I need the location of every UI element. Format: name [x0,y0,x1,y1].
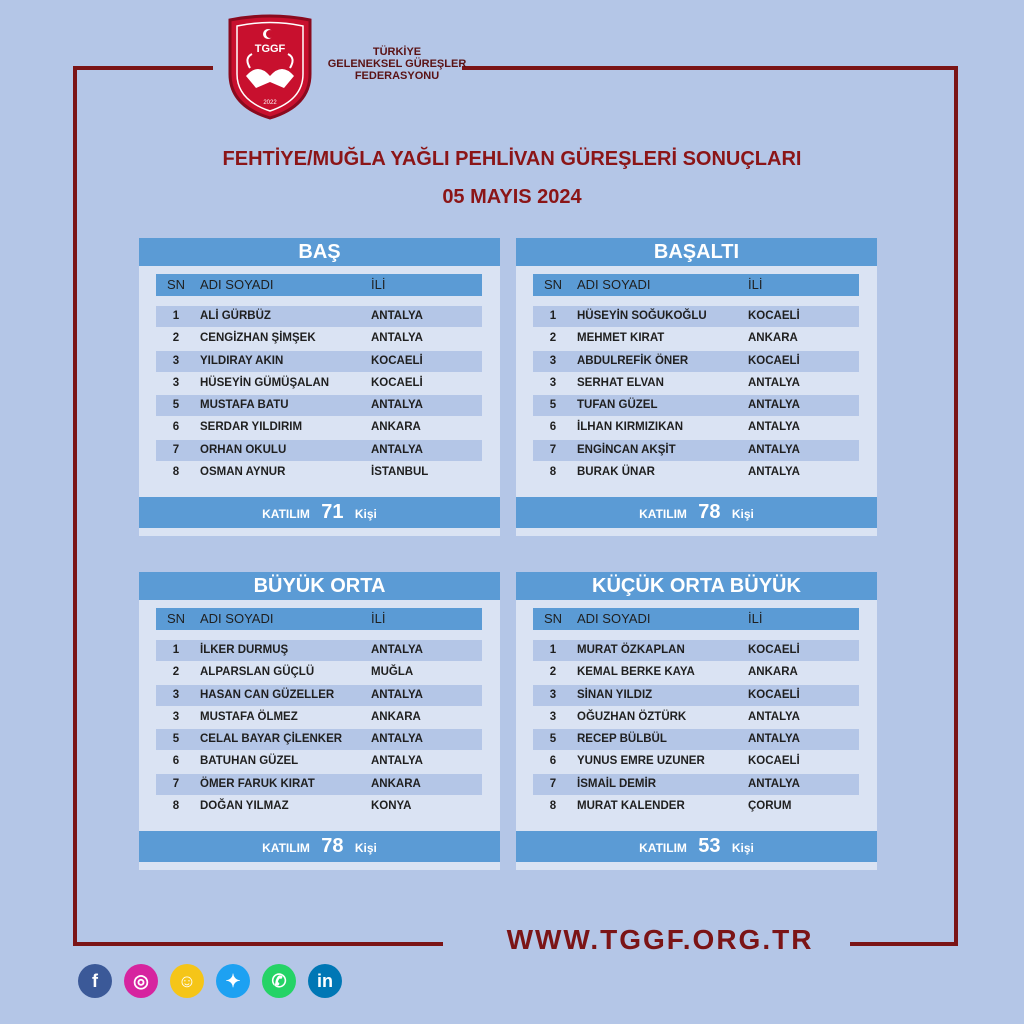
wrestler-city: MUĞLA [371,666,414,679]
rank: 8 [549,800,557,813]
event-date: 05 MAYIS 2024 [442,186,582,208]
wrestler-city: ÇORUM [748,800,792,813]
col-city: İLİ [748,611,763,626]
wrestler-name: MURAT ÖZKAPLAN [577,644,685,656]
wrestler-name: HÜSEYİN SOĞUKOĞLU [577,310,707,322]
frame-top-left [73,66,213,70]
result-row [533,306,859,327]
frame-top-right [462,66,958,70]
wrestler-city: ANKARA [371,777,421,790]
participation-count: 53 [698,835,721,857]
wrestler-city: ANTALYA [371,688,423,701]
instagram-icon[interactable]: ◎ [124,964,158,998]
wrestler-name: İLKER DURMUŞ [200,644,289,656]
results-list [156,640,482,818]
wrestler-city: ANKARA [371,421,421,434]
result-row [533,751,859,772]
result-row [156,306,482,327]
result-row [156,662,482,683]
participation-label: KATILIM [262,841,310,855]
wrestler-city: KOCAELİ [748,644,800,656]
rank: 3 [549,688,557,701]
wrestler-name: YILDIRAY AKIN [200,354,284,367]
column-header [156,608,482,630]
rank: 6 [549,755,557,768]
wrestler-city: ANTALYA [748,710,800,723]
result-row [533,373,859,394]
col-city: İLİ [371,277,386,292]
col-name: ADI SOYADI [200,277,274,292]
column-header [533,608,859,630]
wrestler-city: ANTALYA [748,777,800,790]
rank: 1 [172,310,180,322]
rank: 2 [549,666,557,679]
result-row [156,729,482,750]
rank: 2 [549,332,557,345]
rank: 5 [172,399,180,412]
federation-name-line-1: TÜRKİYE [372,46,422,58]
wrestler-name: SİNAN YILDIZ [577,688,653,701]
wrestler-name: CENGİZHAN ŞİMŞEK [200,332,316,345]
frame-left [73,66,77,946]
participation-unit: Kişi [354,841,377,855]
result-row [533,774,859,795]
wrestler-name: OĞUZHAN ÖZTÜRK [577,710,687,723]
col-city: İLİ [371,611,386,626]
federation-name-line-2: GELENEKSEL GÜREŞLER [327,58,467,70]
col-name: ADI SOYADI [200,611,274,626]
category-title: BAŞALTI [516,238,877,266]
rank: 5 [549,733,557,746]
rank: 6 [549,421,557,434]
participation-count: 71 [321,501,344,523]
tggf-logo [226,14,314,120]
wrestler-city: ANTALYA [748,376,800,389]
result-row [156,751,482,772]
rank: 3 [172,354,180,367]
rank: 7 [549,777,557,790]
result-row [156,685,482,706]
wrestler-name: HÜSEYİN GÜMÜŞALAN [200,376,330,389]
result-row [156,640,482,661]
column-header [156,274,482,296]
participation-label: KATILIM [262,507,310,521]
wrestler-name: SERHAT ELVAN [577,376,664,389]
wrestler-name: KEMAL BERKE KAYA [577,666,695,679]
wrestler-city: ANTALYA [371,332,423,345]
category-panel [139,238,500,536]
rank: 3 [172,376,180,389]
category-panel [516,572,877,870]
rank: 7 [172,777,180,790]
result-row [533,640,859,661]
result-row [533,729,859,750]
whatsapp-icon[interactable]: ✆ [262,964,296,998]
wrestler-name: MUSTAFA ÖLMEZ [200,710,298,723]
wrestler-name: İSMAİL DEMİR [577,777,657,790]
wrestler-name: DOĞAN YILMAZ [200,800,289,813]
rank: 1 [549,644,557,656]
facebook-icon[interactable]: f [78,964,112,998]
category-panel [139,572,500,870]
federation-name [322,46,472,82]
frame-right [954,66,958,946]
col-sn: SN [543,277,563,292]
participation-unit: Kişi [731,507,754,521]
col-sn: SN [543,611,563,626]
wrestler-city: KOCAELİ [748,688,800,701]
wrestler-city: ANKARA [371,710,421,723]
result-row [533,707,859,728]
rank: 1 [549,310,557,322]
rank: 8 [172,800,180,813]
results-list [533,306,859,484]
wrestler-city: ANTALYA [371,755,423,768]
wrestler-city: ANKARA [748,332,798,345]
rank: 8 [172,466,180,479]
federation-name-line-3: FEDERASYONU [354,70,440,82]
results-list [156,306,482,484]
rank: 3 [549,710,557,723]
wrestler-name: TUFAN GÜZEL [577,399,658,412]
wrestler-name: BURAK ÜNAR [577,466,655,479]
result-row [156,462,482,483]
rank: 3 [549,376,557,389]
wrestler-city: ANTALYA [371,644,423,656]
participation-bar [516,497,877,528]
wrestler-name: BATUHAN GÜZEL [200,755,299,768]
result-row [156,417,482,438]
wrestler-city: KOCAELİ [748,755,800,768]
category-title: BÜYÜK ORTA [139,572,500,600]
wrestler-name: ABDULREFİK ÖNER [577,354,689,367]
wrestler-name: CELAL BAYAR ÇİLENKER [200,733,343,746]
wrestler-city: ANTALYA [748,466,800,479]
wrestler-name: ALPARSLAN GÜÇLÜ [200,666,315,679]
result-row [533,395,859,416]
wrestler-city: KOCAELİ [371,376,423,389]
rank: 3 [549,354,557,367]
result-row [533,685,859,706]
participation-count: 78 [321,835,344,857]
wrestler-name: İLHAN KIRMIZIKAN [577,421,684,434]
wrestler-city: İSTANBUL [371,466,429,479]
participation-label: KATILIM [639,507,687,521]
wrestler-name: SERDAR YILDIRIM [200,421,303,434]
wrestler-city: ANTALYA [748,421,800,434]
participation-bar [139,831,500,862]
rank: 3 [172,710,180,723]
col-name: ADI SOYADI [577,611,651,626]
rank: 7 [549,443,557,456]
rank: 5 [549,399,557,412]
wrestler-city: ANTALYA [371,399,423,412]
wrestler-city: ANTALYA [371,443,423,456]
wrestler-city: ANTALYA [371,733,423,746]
participation-unit: Kişi [731,841,754,855]
wrestler-name: ALİ GÜRBÜZ [200,310,271,322]
rank: 6 [172,421,180,434]
col-city: İLİ [748,277,763,292]
wrestler-city: ANTALYA [748,399,800,412]
wrestler-name: YUNUS EMRE UZUNER [577,755,705,768]
rank: 8 [549,466,557,479]
result-row [533,662,859,683]
participation-bar [516,831,877,862]
participation-count: 78 [698,501,721,523]
wrestler-city: ANTALYA [748,443,800,456]
logo-year: 2022 [263,100,277,106]
result-row [156,373,482,394]
wrestler-city: KONYA [371,800,412,813]
result-row [156,796,482,817]
rank: 2 [172,332,180,345]
snapchat-icon[interactable]: ☺ [170,964,204,998]
twitter-icon[interactable]: ✦ [216,964,250,998]
participation-bar [139,497,500,528]
col-sn: SN [166,277,186,292]
result-row [533,351,859,372]
wrestler-city: ANTALYA [748,733,800,746]
linkedin-icon[interactable]: in [308,964,342,998]
result-row [156,707,482,728]
rank: 1 [172,644,180,656]
result-row [533,328,859,349]
category-title: KÜÇÜK ORTA BÜYÜK [516,572,877,600]
result-row [533,796,859,817]
wrestler-city: KOCAELİ [748,310,800,322]
wrestler-name: OSMAN AYNUR [200,466,286,479]
result-row [533,462,859,483]
logo-text: TGGF [254,43,286,55]
frame-bottom-left [73,942,443,946]
wrestler-city: KOCAELİ [371,354,423,367]
rank: 5 [172,733,180,746]
result-row [156,395,482,416]
col-sn: SN [166,611,186,626]
results-list [533,640,859,818]
rank: 6 [172,755,180,768]
wrestler-city: ANTALYA [371,310,423,322]
wrestler-name: RECEP BÜLBÜL [577,733,667,746]
result-row [156,440,482,461]
rank: 2 [172,666,180,679]
result-row [156,774,482,795]
result-row [533,440,859,461]
wrestler-name: MURAT KALENDER [577,800,685,813]
result-row [156,351,482,372]
frame-bottom-right [850,942,958,946]
result-row [533,417,859,438]
rank: 7 [172,443,180,456]
category-panel [516,238,877,536]
wrestler-name: HASAN CAN GÜZELLER [200,688,335,701]
wrestler-name: MUSTAFA BATU [200,399,289,412]
wrestler-city: ANKARA [748,666,798,679]
result-row [156,328,482,349]
wrestler-name: MEHMET KIRAT [577,332,665,345]
page-title: FEHTİYE/MUĞLA YAĞLI PEHLİVAN GÜREŞLERİ SONUÇLARI [222,148,802,170]
rank: 3 [172,688,180,701]
participation-label: KATILIM [639,841,687,855]
column-header [533,274,859,296]
website-url[interactable]: WWW.TGGF.ORG.TR [506,924,814,955]
wrestler-name: ORHAN OKULU [200,443,287,456]
participation-unit: Kişi [354,507,377,521]
category-title: BAŞ [139,238,500,266]
wrestler-name: ENGİNCAN AKŞİT [577,443,676,456]
wrestler-name: ÖMER FARUK KIRAT [200,777,315,790]
wrestler-city: KOCAELİ [748,354,800,367]
col-name: ADI SOYADI [577,277,651,292]
